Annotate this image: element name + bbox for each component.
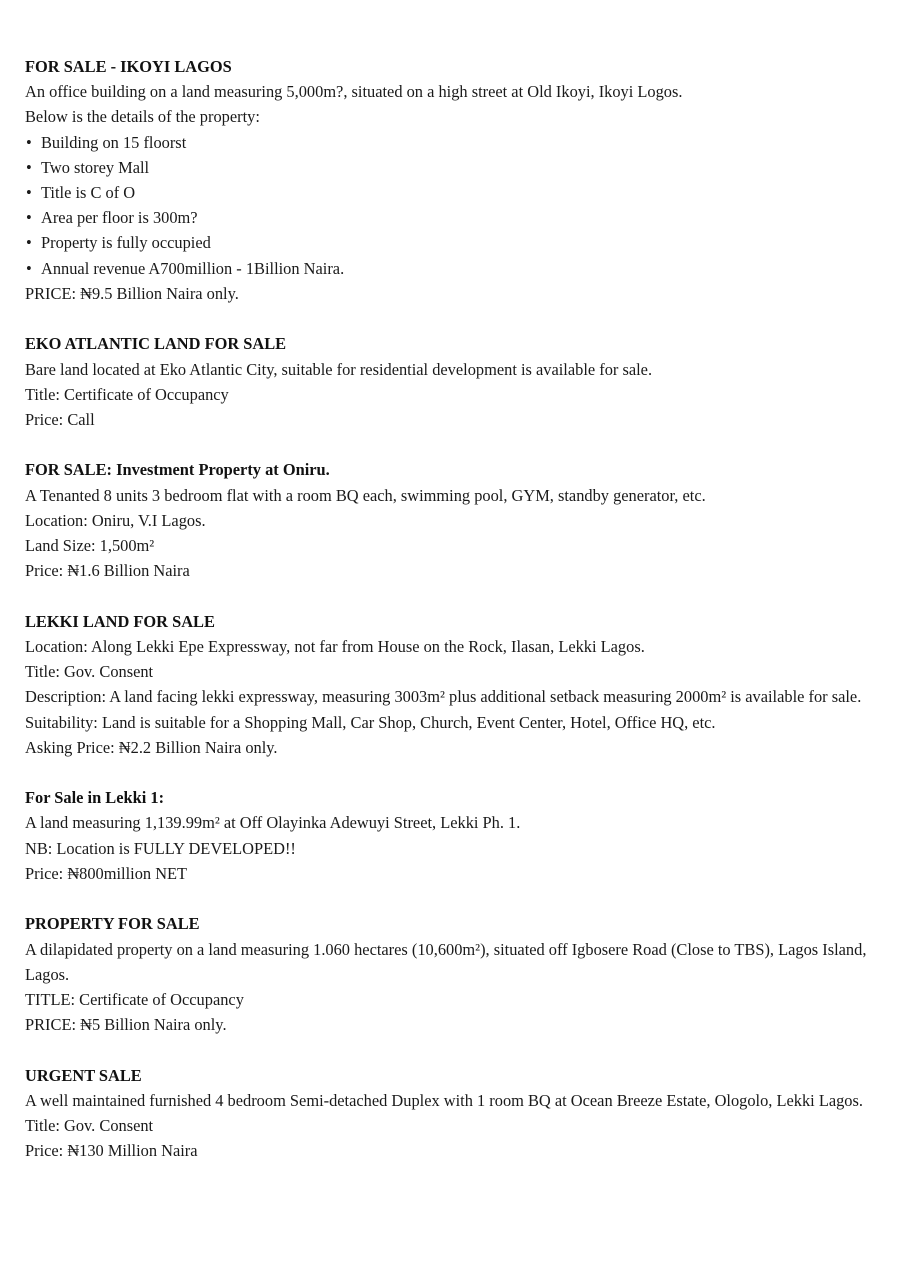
listing-location: Location: Oniru, V.I Lagos. xyxy=(25,510,206,530)
listing-description: A Tenanted 8 units 3 bedroom flat with a room BQ each, swimming pool, GYM, standby generator, etc. xyxy=(25,485,706,505)
listing-price: PRICE: ₦9.5 Billion Naira only. xyxy=(25,283,239,303)
property-details-list xyxy=(25,130,880,281)
listing-price: Price: ₦130 Million Naira xyxy=(25,1141,198,1161)
listing-ikoyi xyxy=(25,54,880,306)
document-page xyxy=(25,54,880,1189)
listing-title: TITLE: Certificate of Occupancy xyxy=(25,989,244,1009)
listing-price: PRICE: ₦5 Billion Naira only. xyxy=(25,1015,227,1035)
listing-urgent-sale xyxy=(25,1063,880,1164)
listing-lekki-1 xyxy=(25,785,880,886)
listing-land-size: Land Size: 1,500m² xyxy=(25,536,155,556)
listing-title: Title: Gov. Consent xyxy=(25,1116,154,1136)
listing-suitability: Suitability: Land is suitable for a Shopping Mall, Car Shop, Church, Event Center, Hotel, Office HQ, etc. xyxy=(25,712,716,732)
listing-title: Title: Certificate of Occupancy xyxy=(25,384,229,404)
listing-location: Location: Along Lekki Epe Expressway, not far from House on the Rock, Ilasan, Lekki Lagos. xyxy=(25,636,645,656)
listing-price: Price: Call xyxy=(25,409,95,429)
listing-heading: URGENT SALE xyxy=(25,1065,142,1085)
listing-description: Description: A land facing lekki expressway, measuring 3003m² plus additional setback measuring 2000m² is available for sale. xyxy=(25,687,862,707)
listing-description: A land measuring 1,139.99m² at Off Olayinka Adewuyi Street, Lekki Ph. 1. xyxy=(25,813,521,833)
listing-details-intro: Below is the details of the property: xyxy=(25,107,260,127)
listing-price: Asking Price: ₦2.2 Billion Naira only. xyxy=(25,737,278,757)
listing-igbosere xyxy=(25,911,880,1037)
listing-lekki-land xyxy=(25,609,880,760)
list-item: • Title is C of O xyxy=(25,180,880,205)
listing-title: Title: Gov. Consent xyxy=(25,662,154,682)
listing-description: A well maintained furnished 4 bedroom Semi-detached Duplex with 1 room BQ at Ocean Breeze Estate, Ologolo, Lekki Lagos. xyxy=(25,1090,863,1110)
list-item: • Two storey Mall xyxy=(25,155,880,180)
listing-price: Price: ₦800million NET xyxy=(25,863,188,883)
listing-eko-atlantic xyxy=(25,331,880,432)
list-item: • Building on 15 floorst xyxy=(25,130,880,155)
listing-heading: EKO ATLANTIC LAND FOR SALE xyxy=(25,334,287,354)
listing-oniru xyxy=(25,457,880,583)
listing-description: A dilapidated property on a land measuring 1.060 hectares (10,600m²), situated off Igbosere Road (Close to TBS), Lagos Island, Lagos. xyxy=(25,939,867,984)
listing-heading: PROPERTY FOR SALE xyxy=(25,914,200,934)
listing-price: Price: ₦1.6 Billion Naira xyxy=(25,561,190,581)
listing-heading: FOR SALE: Investment Property at Oniru. xyxy=(25,460,330,480)
listing-heading: FOR SALE - IKOYI LAGOS xyxy=(25,57,232,76)
list-item: • Property is fully occupied xyxy=(25,230,880,255)
listing-description: An office building on a land measuring 5,000m?, situated on a high street at Old Ikoyi, Ikoyi Logos. xyxy=(25,82,683,102)
listing-note: NB: Location is FULLY DEVELOPED!! xyxy=(25,838,296,858)
listing-heading: LEKKI LAND FOR SALE xyxy=(25,611,215,631)
listing-heading: For Sale in Lekki 1: xyxy=(25,788,165,808)
listing-description: Bare land located at Eko Atlantic City, suitable for residential development is available for sale. xyxy=(25,359,653,379)
list-item: • Area per floor is 300m? xyxy=(25,205,880,230)
list-item: • Annual revenue A700million - 1Billion Naira. xyxy=(25,256,880,281)
